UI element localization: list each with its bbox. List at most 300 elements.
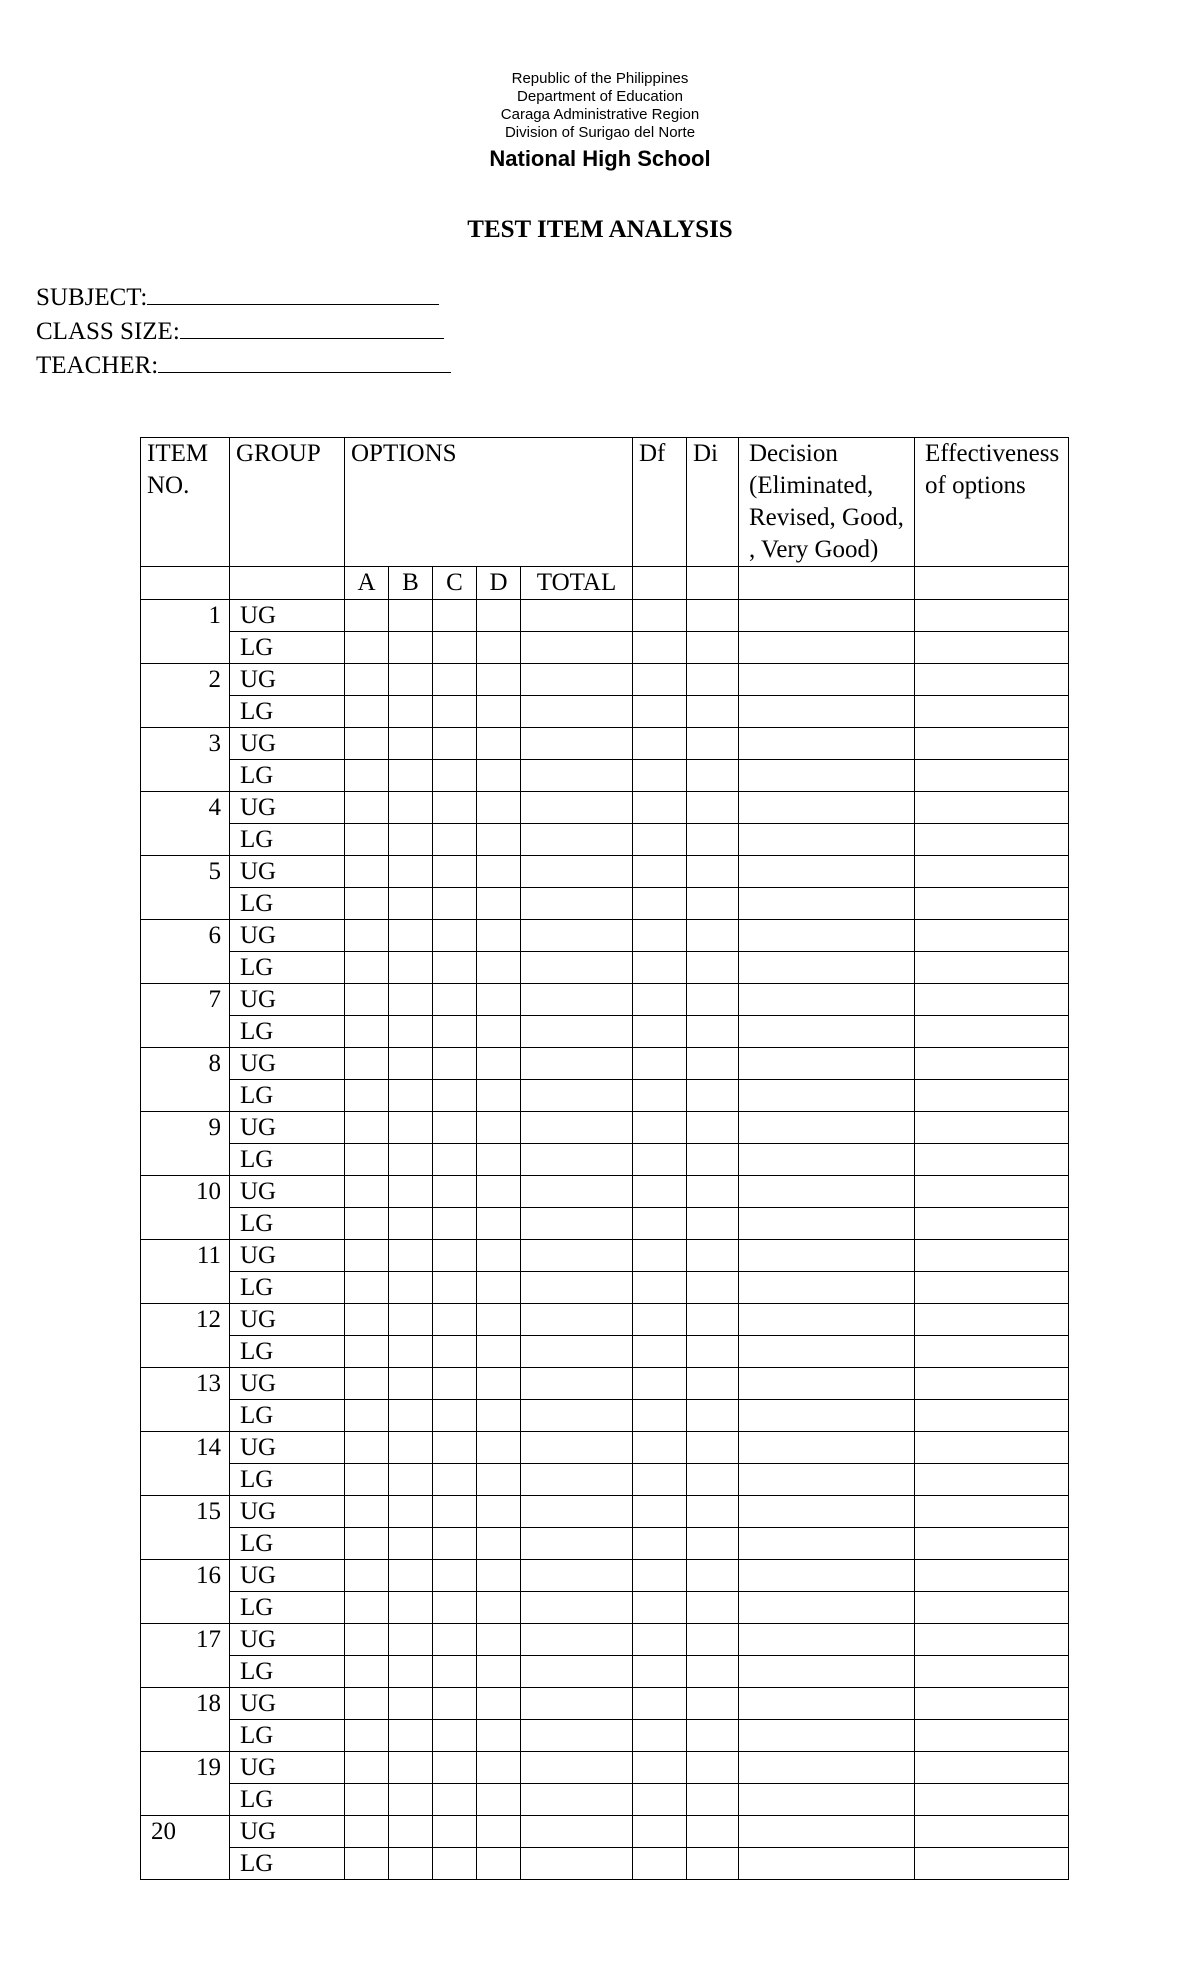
- entry-cell[interactable]: [915, 920, 1069, 952]
- entry-cell[interactable]: [521, 888, 633, 920]
- entry-cell[interactable]: [633, 1400, 687, 1432]
- entry-cell[interactable]: [389, 1048, 433, 1080]
- entry-cell[interactable]: [477, 792, 521, 824]
- entry-cell[interactable]: [521, 1656, 633, 1688]
- entry-cell[interactable]: [521, 856, 633, 888]
- entry-cell[interactable]: [633, 1432, 687, 1464]
- entry-cell[interactable]: [477, 1560, 521, 1592]
- entry-cell[interactable]: [633, 1752, 687, 1784]
- entry-cell[interactable]: [433, 1496, 477, 1528]
- entry-cell[interactable]: [521, 632, 633, 664]
- entry-cell[interactable]: [915, 856, 1069, 888]
- entry-cell[interactable]: [915, 1496, 1069, 1528]
- entry-cell[interactable]: [915, 1080, 1069, 1112]
- entry-cell[interactable]: [687, 1464, 739, 1496]
- entry-cell[interactable]: [633, 1368, 687, 1400]
- entry-cell[interactable]: [433, 1304, 477, 1336]
- entry-cell[interactable]: [433, 1240, 477, 1272]
- entry-cell[interactable]: [433, 1336, 477, 1368]
- entry-cell[interactable]: [433, 824, 477, 856]
- entry-cell[interactable]: [915, 1592, 1069, 1624]
- entry-cell[interactable]: [633, 664, 687, 696]
- class-size-blank[interactable]: [180, 314, 444, 339]
- entry-cell[interactable]: [433, 600, 477, 632]
- entry-cell[interactable]: [739, 1304, 915, 1336]
- entry-cell[interactable]: [389, 856, 433, 888]
- entry-cell[interactable]: [687, 952, 739, 984]
- entry-cell[interactable]: [915, 1816, 1069, 1848]
- entry-cell[interactable]: [345, 792, 389, 824]
- entry-cell[interactable]: [915, 1368, 1069, 1400]
- entry-cell[interactable]: [389, 1624, 433, 1656]
- entry-cell[interactable]: [687, 664, 739, 696]
- entry-cell[interactable]: [389, 1272, 433, 1304]
- entry-cell[interactable]: [433, 1528, 477, 1560]
- entry-cell[interactable]: [739, 1688, 915, 1720]
- entry-cell[interactable]: [739, 1848, 915, 1880]
- entry-cell[interactable]: [739, 1272, 915, 1304]
- entry-cell[interactable]: [739, 1208, 915, 1240]
- entry-cell[interactable]: [633, 1112, 687, 1144]
- entry-cell[interactable]: [633, 1816, 687, 1848]
- entry-cell[interactable]: [687, 1624, 739, 1656]
- entry-cell[interactable]: [687, 1560, 739, 1592]
- entry-cell[interactable]: [345, 664, 389, 696]
- entry-cell[interactable]: [389, 1752, 433, 1784]
- entry-cell[interactable]: [521, 1720, 633, 1752]
- entry-cell[interactable]: [477, 600, 521, 632]
- entry-cell[interactable]: [739, 824, 915, 856]
- entry-cell[interactable]: [345, 1848, 389, 1880]
- entry-cell[interactable]: [915, 1656, 1069, 1688]
- entry-cell[interactable]: [389, 1784, 433, 1816]
- entry-cell[interactable]: [389, 920, 433, 952]
- entry-cell[interactable]: [687, 1080, 739, 1112]
- entry-cell[interactable]: [345, 1656, 389, 1688]
- entry-cell[interactable]: [389, 1144, 433, 1176]
- entry-cell[interactable]: [687, 760, 739, 792]
- entry-cell[interactable]: [433, 920, 477, 952]
- entry-cell[interactable]: [477, 1848, 521, 1880]
- entry-cell[interactable]: [521, 1080, 633, 1112]
- teacher-blank[interactable]: [158, 348, 451, 373]
- entry-cell[interactable]: [433, 696, 477, 728]
- entry-cell[interactable]: [521, 1816, 633, 1848]
- entry-cell[interactable]: [521, 1208, 633, 1240]
- entry-cell[interactable]: [915, 824, 1069, 856]
- entry-cell[interactable]: [521, 1336, 633, 1368]
- entry-cell[interactable]: [389, 1112, 433, 1144]
- entry-cell[interactable]: [739, 600, 915, 632]
- entry-cell[interactable]: [345, 1368, 389, 1400]
- entry-cell[interactable]: [433, 1656, 477, 1688]
- entry-cell[interactable]: [433, 1400, 477, 1432]
- entry-cell[interactable]: [345, 728, 389, 760]
- entry-cell[interactable]: [687, 1528, 739, 1560]
- entry-cell[interactable]: [739, 1464, 915, 1496]
- entry-cell[interactable]: [521, 1496, 633, 1528]
- entry-cell[interactable]: [345, 1816, 389, 1848]
- entry-cell[interactable]: [739, 1656, 915, 1688]
- entry-cell[interactable]: [345, 1592, 389, 1624]
- entry-cell[interactable]: [687, 1592, 739, 1624]
- entry-cell[interactable]: [915, 696, 1069, 728]
- entry-cell[interactable]: [389, 1816, 433, 1848]
- entry-cell[interactable]: [477, 1592, 521, 1624]
- entry-cell[interactable]: [915, 984, 1069, 1016]
- entry-cell[interactable]: [521, 1304, 633, 1336]
- entry-cell[interactable]: [687, 1688, 739, 1720]
- entry-cell[interactable]: [687, 1496, 739, 1528]
- entry-cell[interactable]: [633, 1336, 687, 1368]
- entry-cell[interactable]: [477, 1816, 521, 1848]
- entry-cell[interactable]: [521, 1432, 633, 1464]
- entry-cell[interactable]: [345, 1432, 389, 1464]
- entry-cell[interactable]: [477, 920, 521, 952]
- entry-cell[interactable]: [687, 856, 739, 888]
- entry-cell[interactable]: [915, 1848, 1069, 1880]
- entry-cell[interactable]: [687, 888, 739, 920]
- entry-cell[interactable]: [915, 1208, 1069, 1240]
- entry-cell[interactable]: [915, 1048, 1069, 1080]
- entry-cell[interactable]: [633, 1176, 687, 1208]
- entry-cell[interactable]: [915, 1400, 1069, 1432]
- entry-cell[interactable]: [477, 1400, 521, 1432]
- entry-cell[interactable]: [433, 984, 477, 1016]
- entry-cell[interactable]: [521, 920, 633, 952]
- entry-cell[interactable]: [633, 888, 687, 920]
- entry-cell[interactable]: [345, 888, 389, 920]
- entry-cell[interactable]: [687, 1144, 739, 1176]
- entry-cell[interactable]: [345, 920, 389, 952]
- entry-cell[interactable]: [687, 1816, 739, 1848]
- entry-cell[interactable]: [345, 1400, 389, 1432]
- entry-cell[interactable]: [633, 1080, 687, 1112]
- entry-cell[interactable]: [633, 1784, 687, 1816]
- entry-cell[interactable]: [687, 728, 739, 760]
- entry-cell[interactable]: [739, 1400, 915, 1432]
- entry-cell[interactable]: [633, 1656, 687, 1688]
- entry-cell[interactable]: [633, 1272, 687, 1304]
- entry-cell[interactable]: [687, 1016, 739, 1048]
- entry-cell[interactable]: [477, 1048, 521, 1080]
- entry-cell[interactable]: [389, 600, 433, 632]
- entry-cell[interactable]: [633, 920, 687, 952]
- entry-cell[interactable]: [633, 1240, 687, 1272]
- entry-cell[interactable]: [389, 1304, 433, 1336]
- entry-cell[interactable]: [687, 920, 739, 952]
- entry-cell[interactable]: [915, 664, 1069, 696]
- entry-cell[interactable]: [915, 600, 1069, 632]
- entry-cell[interactable]: [739, 888, 915, 920]
- entry-cell[interactable]: [433, 1624, 477, 1656]
- entry-cell[interactable]: [389, 824, 433, 856]
- entry-cell[interactable]: [345, 1080, 389, 1112]
- entry-cell[interactable]: [345, 1720, 389, 1752]
- entry-cell[interactable]: [739, 664, 915, 696]
- entry-cell[interactable]: [389, 792, 433, 824]
- entry-cell[interactable]: [739, 952, 915, 984]
- entry-cell[interactable]: [389, 1848, 433, 1880]
- entry-cell[interactable]: [345, 1272, 389, 1304]
- entry-cell[interactable]: [739, 1560, 915, 1592]
- entry-cell[interactable]: [433, 1144, 477, 1176]
- entry-cell[interactable]: [477, 1688, 521, 1720]
- entry-cell[interactable]: [477, 952, 521, 984]
- entry-cell[interactable]: [477, 1176, 521, 1208]
- entry-cell[interactable]: [915, 1784, 1069, 1816]
- entry-cell[interactable]: [521, 1112, 633, 1144]
- entry-cell[interactable]: [477, 1624, 521, 1656]
- entry-cell[interactable]: [433, 952, 477, 984]
- entry-cell[interactable]: [477, 1304, 521, 1336]
- entry-cell[interactable]: [477, 1144, 521, 1176]
- entry-cell[interactable]: [345, 1304, 389, 1336]
- entry-cell[interactable]: [477, 888, 521, 920]
- entry-cell[interactable]: [477, 1720, 521, 1752]
- entry-cell[interactable]: [345, 1624, 389, 1656]
- entry-cell[interactable]: [633, 856, 687, 888]
- entry-cell[interactable]: [739, 728, 915, 760]
- entry-cell[interactable]: [633, 1464, 687, 1496]
- entry-cell[interactable]: [477, 1784, 521, 1816]
- entry-cell[interactable]: [521, 600, 633, 632]
- entry-cell[interactable]: [633, 792, 687, 824]
- entry-cell[interactable]: [521, 1144, 633, 1176]
- entry-cell[interactable]: [433, 1688, 477, 1720]
- entry-cell[interactable]: [633, 728, 687, 760]
- entry-cell[interactable]: [739, 1144, 915, 1176]
- entry-cell[interactable]: [915, 1176, 1069, 1208]
- entry-cell[interactable]: [389, 696, 433, 728]
- entry-cell[interactable]: [433, 1272, 477, 1304]
- entry-cell[interactable]: [521, 1560, 633, 1592]
- entry-cell[interactable]: [433, 1016, 477, 1048]
- entry-cell[interactable]: [687, 1368, 739, 1400]
- entry-cell[interactable]: [389, 1080, 433, 1112]
- entry-cell[interactable]: [521, 1592, 633, 1624]
- entry-cell[interactable]: [389, 1368, 433, 1400]
- entry-cell[interactable]: [521, 1688, 633, 1720]
- entry-cell[interactable]: [633, 1560, 687, 1592]
- entry-cell[interactable]: [345, 952, 389, 984]
- entry-cell[interactable]: [433, 1720, 477, 1752]
- entry-cell[interactable]: [433, 1368, 477, 1400]
- entry-cell[interactable]: [389, 1656, 433, 1688]
- entry-cell[interactable]: [345, 1528, 389, 1560]
- entry-cell[interactable]: [477, 1336, 521, 1368]
- entry-cell[interactable]: [477, 632, 521, 664]
- entry-cell[interactable]: [915, 1464, 1069, 1496]
- entry-cell[interactable]: [739, 1336, 915, 1368]
- entry-cell[interactable]: [521, 952, 633, 984]
- entry-cell[interactable]: [687, 1656, 739, 1688]
- entry-cell[interactable]: [915, 1528, 1069, 1560]
- entry-cell[interactable]: [389, 664, 433, 696]
- entry-cell[interactable]: [687, 632, 739, 664]
- entry-cell[interactable]: [915, 760, 1069, 792]
- entry-cell[interactable]: [477, 1368, 521, 1400]
- entry-cell[interactable]: [433, 664, 477, 696]
- entry-cell[interactable]: [687, 1112, 739, 1144]
- entry-cell[interactable]: [687, 1784, 739, 1816]
- entry-cell[interactable]: [433, 1464, 477, 1496]
- entry-cell[interactable]: [739, 1784, 915, 1816]
- entry-cell[interactable]: [433, 632, 477, 664]
- entry-cell[interactable]: [739, 920, 915, 952]
- entry-cell[interactable]: [687, 1432, 739, 1464]
- entry-cell[interactable]: [433, 1080, 477, 1112]
- entry-cell[interactable]: [389, 888, 433, 920]
- entry-cell[interactable]: [687, 824, 739, 856]
- entry-cell[interactable]: [521, 760, 633, 792]
- entry-cell[interactable]: [521, 1848, 633, 1880]
- entry-cell[interactable]: [687, 1848, 739, 1880]
- entry-cell[interactable]: [915, 888, 1069, 920]
- entry-cell[interactable]: [389, 1464, 433, 1496]
- entry-cell[interactable]: [915, 1720, 1069, 1752]
- entry-cell[interactable]: [389, 1496, 433, 1528]
- entry-cell[interactable]: [521, 824, 633, 856]
- entry-cell[interactable]: [521, 1528, 633, 1560]
- entry-cell[interactable]: [739, 632, 915, 664]
- entry-cell[interactable]: [345, 1176, 389, 1208]
- entry-cell[interactable]: [739, 760, 915, 792]
- entry-cell[interactable]: [687, 1304, 739, 1336]
- entry-cell[interactable]: [521, 1784, 633, 1816]
- entry-cell[interactable]: [477, 1432, 521, 1464]
- entry-cell[interactable]: [521, 664, 633, 696]
- entry-cell[interactable]: [915, 1112, 1069, 1144]
- entry-cell[interactable]: [739, 1016, 915, 1048]
- entry-cell[interactable]: [389, 1592, 433, 1624]
- entry-cell[interactable]: [389, 1176, 433, 1208]
- entry-cell[interactable]: [739, 856, 915, 888]
- entry-cell[interactable]: [739, 792, 915, 824]
- entry-cell[interactable]: [433, 1816, 477, 1848]
- entry-cell[interactable]: [433, 1784, 477, 1816]
- entry-cell[interactable]: [739, 1496, 915, 1528]
- entry-cell[interactable]: [739, 1112, 915, 1144]
- entry-cell[interactable]: [915, 1272, 1069, 1304]
- entry-cell[interactable]: [389, 1688, 433, 1720]
- entry-cell[interactable]: [477, 1080, 521, 1112]
- entry-cell[interactable]: [739, 1720, 915, 1752]
- entry-cell[interactable]: [389, 984, 433, 1016]
- entry-cell[interactable]: [477, 1240, 521, 1272]
- entry-cell[interactable]: [687, 1720, 739, 1752]
- entry-cell[interactable]: [687, 1176, 739, 1208]
- entry-cell[interactable]: [739, 1592, 915, 1624]
- entry-cell[interactable]: [633, 1048, 687, 1080]
- entry-cell[interactable]: [915, 632, 1069, 664]
- entry-cell[interactable]: [345, 1496, 389, 1528]
- entry-cell[interactable]: [633, 760, 687, 792]
- entry-cell[interactable]: [477, 1016, 521, 1048]
- entry-cell[interactable]: [521, 1368, 633, 1400]
- entry-cell[interactable]: [389, 728, 433, 760]
- entry-cell[interactable]: [739, 1176, 915, 1208]
- entry-cell[interactable]: [345, 1752, 389, 1784]
- entry-cell[interactable]: [477, 664, 521, 696]
- entry-cell[interactable]: [687, 792, 739, 824]
- entry-cell[interactable]: [687, 1208, 739, 1240]
- entry-cell[interactable]: [687, 1272, 739, 1304]
- entry-cell[interactable]: [633, 1016, 687, 1048]
- entry-cell[interactable]: [477, 696, 521, 728]
- entry-cell[interactable]: [739, 1048, 915, 1080]
- entry-cell[interactable]: [433, 1752, 477, 1784]
- entry-cell[interactable]: [915, 728, 1069, 760]
- entry-cell[interactable]: [345, 1048, 389, 1080]
- entry-cell[interactable]: [345, 1144, 389, 1176]
- entry-cell[interactable]: [433, 888, 477, 920]
- entry-cell[interactable]: [915, 952, 1069, 984]
- entry-cell[interactable]: [433, 1592, 477, 1624]
- entry-cell[interactable]: [433, 728, 477, 760]
- entry-cell[interactable]: [521, 1624, 633, 1656]
- entry-cell[interactable]: [521, 1272, 633, 1304]
- entry-cell[interactable]: [389, 952, 433, 984]
- entry-cell[interactable]: [633, 1528, 687, 1560]
- entry-cell[interactable]: [521, 728, 633, 760]
- entry-cell[interactable]: [345, 1688, 389, 1720]
- entry-cell[interactable]: [345, 1208, 389, 1240]
- entry-cell[interactable]: [687, 1240, 739, 1272]
- entry-cell[interactable]: [389, 1528, 433, 1560]
- entry-cell[interactable]: [739, 1528, 915, 1560]
- entry-cell[interactable]: [915, 1432, 1069, 1464]
- entry-cell[interactable]: [633, 984, 687, 1016]
- entry-cell[interactable]: [915, 1624, 1069, 1656]
- entry-cell[interactable]: [633, 1144, 687, 1176]
- entry-cell[interactable]: [433, 1432, 477, 1464]
- entry-cell[interactable]: [739, 1432, 915, 1464]
- entry-cell[interactable]: [389, 632, 433, 664]
- entry-cell[interactable]: [477, 1752, 521, 1784]
- entry-cell[interactable]: [433, 1176, 477, 1208]
- entry-cell[interactable]: [433, 1208, 477, 1240]
- entry-cell[interactable]: [687, 1048, 739, 1080]
- entry-cell[interactable]: [633, 1624, 687, 1656]
- entry-cell[interactable]: [389, 760, 433, 792]
- entry-cell[interactable]: [477, 1464, 521, 1496]
- entry-cell[interactable]: [739, 696, 915, 728]
- entry-cell[interactable]: [915, 1688, 1069, 1720]
- entry-cell[interactable]: [345, 696, 389, 728]
- entry-cell[interactable]: [687, 696, 739, 728]
- entry-cell[interactable]: [389, 1720, 433, 1752]
- entry-cell[interactable]: [521, 1400, 633, 1432]
- entry-cell[interactable]: [633, 1496, 687, 1528]
- entry-cell[interactable]: [477, 824, 521, 856]
- entry-cell[interactable]: [433, 856, 477, 888]
- entry-cell[interactable]: [633, 1720, 687, 1752]
- entry-cell[interactable]: [633, 824, 687, 856]
- entry-cell[interactable]: [345, 1240, 389, 1272]
- entry-cell[interactable]: [389, 1400, 433, 1432]
- entry-cell[interactable]: [915, 1336, 1069, 1368]
- entry-cell[interactable]: [477, 984, 521, 1016]
- entry-cell[interactable]: [633, 632, 687, 664]
- entry-cell[interactable]: [477, 760, 521, 792]
- entry-cell[interactable]: [739, 1240, 915, 1272]
- entry-cell[interactable]: [739, 984, 915, 1016]
- entry-cell[interactable]: [521, 696, 633, 728]
- entry-cell[interactable]: [389, 1016, 433, 1048]
- entry-cell[interactable]: [345, 760, 389, 792]
- entry-cell[interactable]: [521, 984, 633, 1016]
